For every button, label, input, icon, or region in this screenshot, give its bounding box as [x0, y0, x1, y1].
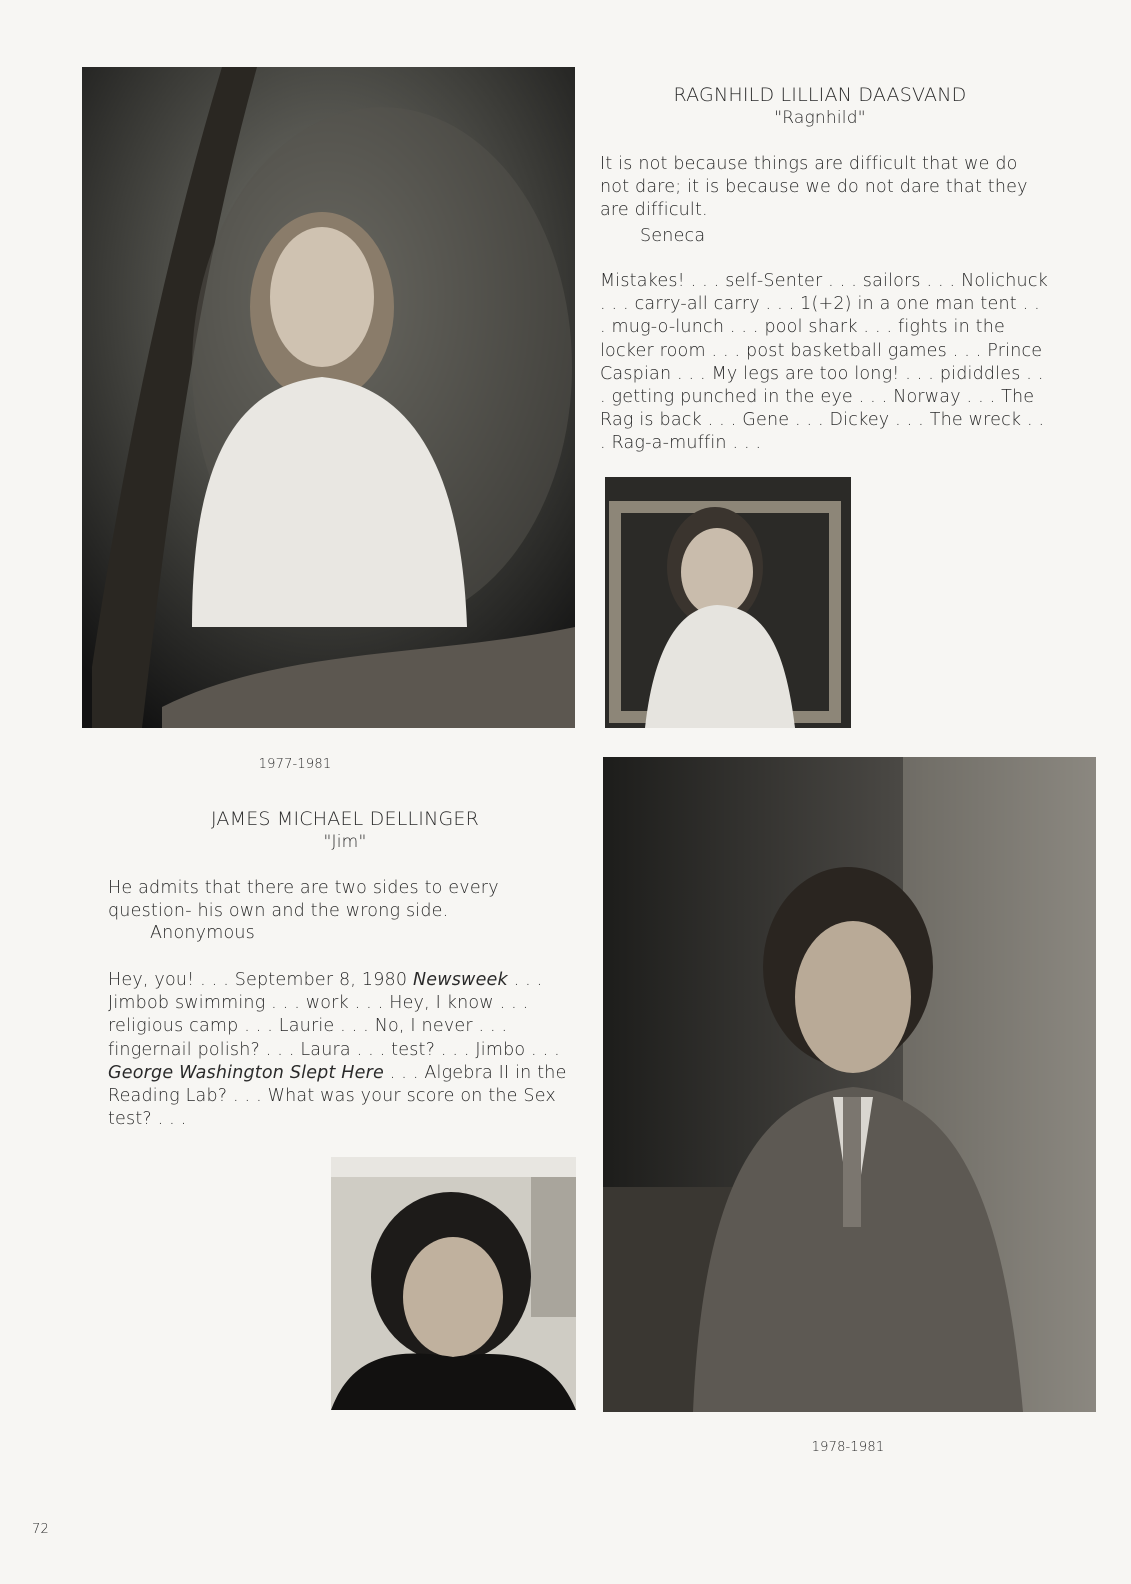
page-number: 72: [32, 1522, 49, 1537]
memories-james-text-2: . . . Jimbob swimming . . . work . . . Hey, I know . . . religious camp . . . Laurie . . . No, I never . . . fingernail polish? . . . Laura . . . test? . . . Jimbo . . .: [108, 970, 560, 1060]
quote-author-james: Anonymous: [150, 923, 255, 943]
years-ragnhild: 1977-1981: [258, 757, 332, 772]
student-name-ragnhild: RAGNHILD LILLIAN DAASVAND: [673, 84, 967, 106]
quote-ragnhild: It is not because things are difficult that we do not dare; it is because we do not dare that they are difficult.: [600, 154, 1028, 221]
candid-photo-ragnhild: [605, 477, 851, 728]
memories-james-text-1: Hey, you! . . . September 8, 1980: [108, 970, 413, 990]
portrait-photo-ragnhild: [82, 67, 575, 728]
memories-james: [108, 969, 578, 1131]
memories-james-text-3: . . . Algebra II in the Reading Lab? . . . What was your score on the Sex test? . . .: [108, 1062, 567, 1130]
memories-james-magazine-title: Newsweek: [412, 970, 508, 990]
student-nickname-james: "Jim": [323, 832, 367, 852]
candid-photo-james: [331, 1157, 576, 1410]
quote-james: He admits that there are two sides to every question- his own and the wrong side.: [108, 878, 499, 922]
portrait-photo-james: [603, 757, 1096, 1412]
memories-ragnhild: Mistakes! . . . self-Senter . . . sailors . . . Nolichuck . . . carry-all carry . . . 1(+2) in a one man tent . . . mug-o-lunch . . . pool shark . . . fights in the locker room . . . post basketball games . . . Prince Caspian . . . My legs are too long! . . . pididdles . . . getting punched in the eye . . . Norway . . . The Rag is back . . . Gene . . . Dickey . . . The wreck . . . Rag-a-muffin . . .: [600, 271, 1048, 454]
student-name-james: JAMES MICHAEL DELLINGER: [210, 808, 480, 830]
memories-james-movie-title: George Washington Slept Here: [108, 1062, 384, 1083]
student-nickname-ragnhild: "Ragnhild": [774, 108, 866, 128]
years-james: 1978-1981: [811, 1440, 885, 1455]
quote-author-ragnhild: Seneca: [640, 226, 706, 246]
